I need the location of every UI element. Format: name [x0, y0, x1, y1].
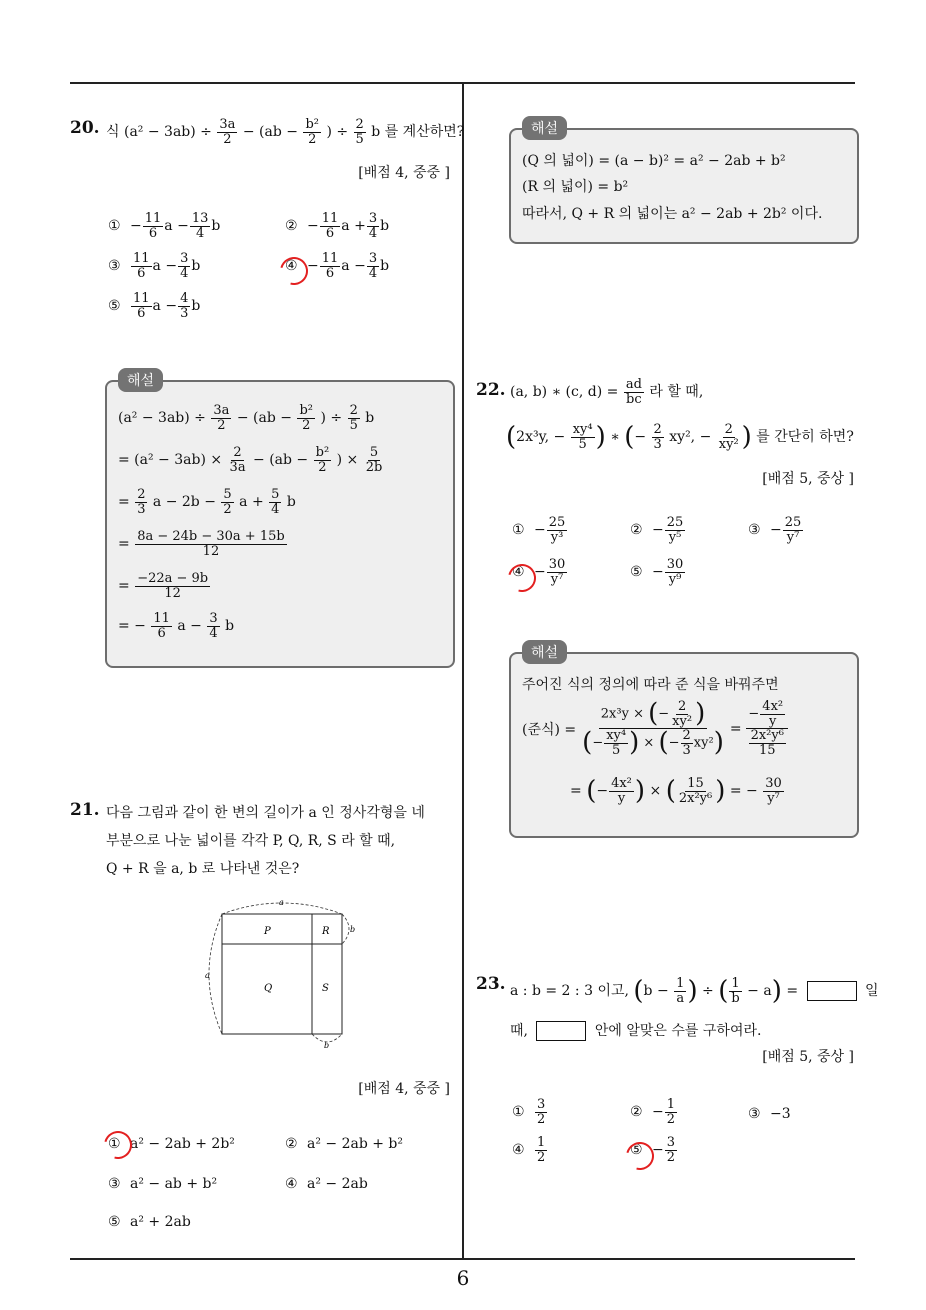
solution-line: 주어진 식의 정의에 따라 준 식을 바꿔주면	[522, 677, 779, 693]
solution-line: = $\frac{2}{3}$ a − 2b − $\frac{5}{2}$ a + $\frac{5}{4}$ b	[118, 487, 296, 517]
label-b-right: b	[350, 925, 356, 934]
answer-option[interactable]: ⑤ a² + 2ab	[108, 1214, 191, 1230]
page-number: 6	[456, 1266, 470, 1290]
question-text: Q + R 을 a, b 로 나타낸 것은?	[106, 861, 300, 877]
answer-option-selected[interactable]: ④ − $\frac{30}{\text{y⁷}}$	[512, 557, 566, 587]
answer-option-selected[interactable]: ⑤ − $\frac{3}{2}$	[630, 1135, 676, 1165]
fraction: $\frac{3a}{2}$	[219, 117, 236, 147]
answer-option[interactable]: ⑤ $\frac{11}{6}$ a − $\frac{4}{3}$ b	[108, 291, 201, 321]
answer-option[interactable]: ③ a² − ab + b²	[108, 1176, 218, 1192]
fraction: $\frac{2}{5}$	[355, 117, 364, 147]
solution-line: = $\frac{8a - 24b - 30a + 15b}{12}$	[118, 529, 285, 559]
answer-option[interactable]: ⑤ − $\frac{30}{\text{y⁹}}$	[630, 557, 684, 587]
solution-line: (a² − 3ab) ÷ $\frac{3a}{2}$ − (ab − $\frac{\text{b²}}{2}$ ) ÷ $\frac{2}{5}$ b	[118, 403, 375, 433]
question-text: 다음 그림과 같이 한 변의 길이가 a 인 정사각형을 네	[106, 805, 425, 821]
solution-line: = (a² − 3ab) × $\frac{2}{3a}$ − (ab − $\frac{\text{b²}}{2}$ ) × $\frac{5}{2b}$	[118, 445, 383, 475]
answer-option[interactable]: ④ a² − 2ab	[285, 1176, 368, 1192]
solution-line: = $\frac{-22a - 9b}{12}$	[118, 571, 209, 601]
label-a-top: a	[279, 898, 284, 907]
question-number: 23.	[476, 974, 506, 994]
answer-option-selected[interactable]: ④ − $\frac{11}{6}$ a − $\frac{3}{4}$ b	[285, 251, 390, 281]
solution-line: (준식) = 2x³y × (− $\frac{2}{\text{xy²}}$ ) (− $\frac{\text{xy⁴}}{5}$ ) × (− $\frac{2}{3}$ xy²) = − $\frac{\text{4x²}}{y}$ $\frac{\text{2x²y⁶}}{15}$	[522, 700, 790, 758]
answer-option[interactable]: ③ −3	[748, 1106, 791, 1122]
question-text: 때, 안에 알맞은 수를 구하여라.	[510, 1023, 762, 1039]
solution-line: (R 의 넓이) = b²	[522, 179, 629, 195]
question-text: (2x³y, − $\frac{\text{xy⁴}}{5}$ ) ∗ (− $\frac{2}{3}$ xy², − $\frac{2}{\text{xy²}}$ ) 를 간단히 하면?	[506, 421, 854, 452]
question-text: a : b = 2 : 3 이고, (b − $\frac{1}{a}$ ) ÷ ( $\frac{1}{b}$ − a) = 일	[510, 975, 879, 1006]
solution-line: = − $\frac{11}{6}$ a − $\frac{3}{4}$ b	[118, 611, 235, 641]
score-label: [배점 5, 중상 ]	[762, 1049, 854, 1065]
solution-line: = (− $\frac{\text{4x²}}{y}$ ) × ( $\frac{15}{\text{2x²y⁶}}$ ) = − $\frac{30}{\text{y⁷}}$	[570, 775, 782, 806]
answer-option[interactable]: ② − $\frac{1}{2}$	[630, 1097, 676, 1127]
answer-blank-box	[536, 1021, 586, 1041]
label-Q: Q	[264, 983, 273, 994]
solution-tag: 해설	[522, 116, 567, 140]
square-figure	[200, 896, 370, 1056]
answer-option[interactable]: ③ − $\frac{25}{\text{y⁷}}$	[748, 515, 802, 545]
score-label: [배점 4, 중중 ]	[358, 165, 450, 181]
answer-option[interactable]: ② a² − 2ab + b²	[285, 1136, 404, 1152]
solution-line: (Q 의 넓이) = (a − b)² = a² − 2ab + b²	[522, 153, 786, 169]
question-text: 식 (a² − 3ab) ÷ $\frac{3a}{2}$ − (ab − $\frac{\text{b²}}{2}$ ) ÷ $\frac{2}{5}$ b 를 계산하면?	[106, 117, 465, 147]
solution-tag: 해설	[522, 640, 567, 664]
question-number: 20.	[70, 118, 100, 138]
answer-option[interactable]: ① − $\frac{11}{6}$ a − $\frac{13}{4}$ b	[108, 211, 221, 241]
answer-option[interactable]: ① − $\frac{25}{\text{y³}}$	[512, 515, 566, 545]
question-number: 21.	[70, 800, 100, 820]
question-number: 22.	[476, 380, 506, 400]
answer-circle-mark	[99, 1126, 137, 1164]
column-divider	[462, 84, 464, 1260]
answer-option[interactable]: ① $\frac{3}{2}$	[512, 1097, 546, 1127]
solution-tag: 해설	[118, 368, 163, 392]
question-text: 부분으로 나눈 넓이를 각각 P, Q, R, S 라 할 때,	[106, 833, 396, 849]
answer-blank-box	[807, 981, 857, 1001]
score-label: [배점 4, 중중 ]	[358, 1081, 450, 1097]
solution-line: 따라서, Q + R 의 넓이는 a² − 2ab + 2b² 이다.	[522, 206, 823, 222]
bottom-rule	[70, 1258, 855, 1260]
answer-option[interactable]: ③ $\frac{11}{6}$ a − $\frac{3}{4}$ b	[108, 251, 201, 281]
answer-option[interactable]: ② − $\frac{25}{\text{y⁵}}$	[630, 515, 684, 545]
answer-option-selected[interactable]: ① a² − 2ab + 2b²	[108, 1136, 235, 1152]
answer-option[interactable]: ② − $\frac{11}{6}$ a + $\frac{3}{4}$ b	[285, 211, 390, 241]
answer-option[interactable]: ④ $\frac{1}{2}$	[512, 1135, 546, 1165]
label-S: S	[322, 983, 329, 994]
question-text: (a, b) ∗ (c, d) = $\frac{ad}{bc}$ 라 할 때,	[510, 377, 704, 407]
label-a-left: a	[205, 971, 210, 980]
label-b-bottom: b	[324, 1041, 330, 1050]
label-P: P	[264, 926, 271, 937]
fraction: $\frac{\text{b²}}{2}$	[305, 117, 319, 147]
score-label: [배점 5, 중상 ]	[762, 471, 854, 487]
label-R: R	[322, 926, 330, 937]
